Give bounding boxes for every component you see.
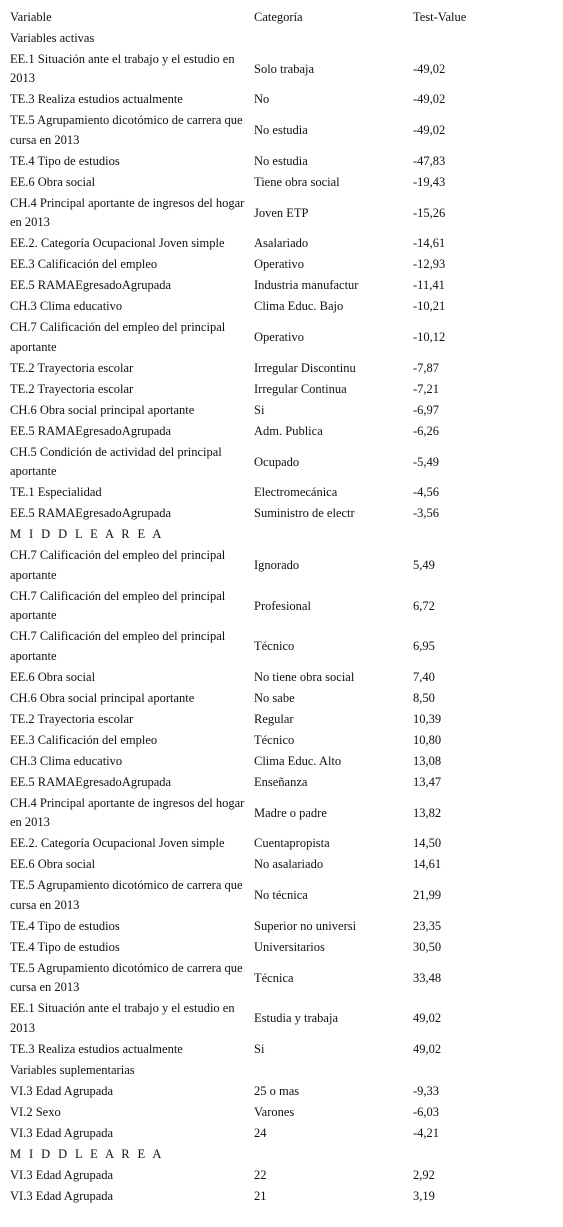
table-row [10, 49, 560, 90]
variable-cell: TE.5 Agrupamiento dicotómico de carrera que cursa en 2013 [10, 113, 243, 147]
test-value-cell: 30,50 [413, 939, 442, 954]
table-row [10, 751, 560, 772]
test-value-cell: -14,61 [413, 236, 446, 251]
test-value-cell: -49,02 [413, 61, 446, 76]
categoria-cell: 25 o mas [254, 1083, 300, 1098]
categoria-cell: Cuentapropista [254, 836, 330, 851]
table-row [10, 255, 560, 276]
test-value-cell: -7,21 [413, 381, 440, 396]
categoria-cell: Adm. Publica [254, 423, 323, 438]
test-value-cell: 7,40 [413, 669, 435, 684]
variable-cell: TE.1 Especialidad [10, 485, 102, 500]
table-row [10, 876, 560, 917]
variable-cell: CH.3 Clima educativo [10, 753, 123, 768]
variable-cell: TE.5 Agrupamiento dicotómico de carrera que cursa en 2013 [10, 960, 243, 995]
table-row [10, 1186, 560, 1207]
table-row [10, 504, 560, 525]
test-value-cell: -10,21 [413, 299, 446, 314]
test-value-cell: 14,50 [413, 836, 442, 851]
test-value-cell: 13,47 [413, 774, 442, 789]
categoria-cell: No estudia [254, 123, 308, 137]
table-row [10, 958, 560, 999]
header-variable: Variable [10, 9, 52, 24]
table-row [10, 586, 560, 627]
variable-cell: EE.1 Situación ante el trabajo y el estudio en 2013 [10, 51, 235, 86]
table-row [10, 627, 560, 668]
test-value-cell: -49,02 [413, 123, 446, 137]
middle-area-separator: M I D D L E A R E A [10, 1146, 164, 1161]
categoria-cell: Tiene obra social [254, 174, 340, 189]
variable-cell: TE.4 Tipo de estudios [10, 153, 120, 168]
categoria-cell: No tiene obra social [254, 669, 355, 684]
table-row [10, 193, 560, 234]
variable-cell: CH.6 Obra social principal aportante [10, 402, 195, 417]
categoria-cell: Solo trabaja [254, 61, 315, 76]
categoria-cell: Técnico [254, 639, 295, 653]
categoria-cell: Clima Educ. Alto [254, 753, 342, 768]
categoria-cell: Electromecánica [254, 485, 338, 500]
test-value-cell: 23,35 [413, 918, 442, 933]
variable-cell: CH.5 Condición de actividad del principal aportante [10, 444, 222, 479]
table-row [10, 1165, 560, 1186]
variable-cell: CH.3 Clima educativo [10, 299, 123, 314]
section-title: Variables suplementarias [10, 1062, 135, 1077]
table-row [10, 297, 560, 318]
test-value-cell: -47,83 [413, 153, 446, 168]
variable-cell: EE.1 Situación ante el trabajo y el estudio en 2013 [10, 1001, 235, 1035]
test-value-cell: 49,02 [413, 1041, 442, 1056]
header-row [10, 7, 560, 28]
variable-cell: TE.2 Trayectoria escolar [10, 711, 134, 726]
categoria-cell: Irregular Discontinu [254, 360, 356, 375]
categoria-cell: Ocupado [254, 454, 300, 469]
variable-cell: VI.3 Edad Agrupada [10, 1083, 114, 1098]
categoria-cell: Operativo [254, 257, 304, 272]
categoria-cell: Profesional [254, 598, 311, 613]
test-value-cell: 2,92 [413, 1167, 435, 1182]
categoria-cell: Operativo [254, 330, 304, 344]
variable-cell: EE.2. Categoría Ocupacional Joven simple [10, 236, 225, 251]
variable-cell: CH.4 Principal aportante de ingresos del hogar en 2013 [10, 195, 245, 230]
variable-cell: CH.7 Calificación del empleo del principal aportante [10, 588, 226, 623]
section-title: Variables activas [10, 30, 95, 45]
table-row [10, 151, 560, 172]
header-categoria: Categoría [254, 9, 303, 24]
table-row [10, 546, 560, 587]
test-value-table [10, 7, 560, 1207]
variable-cell: TE.3 Realiza estudios actualmente [10, 92, 183, 107]
categoria-cell: No sabe [254, 690, 295, 705]
table-row [10, 318, 560, 359]
variable-cell: CH.7 Calificación del empleo del principal aportante [10, 320, 226, 354]
variable-cell: EE.3 Calificación del empleo [10, 257, 158, 272]
test-value-cell: -4,56 [413, 485, 440, 500]
variable-cell: VI.3 Edad Agrupada [10, 1167, 114, 1182]
categoria-cell: No asalariado [254, 857, 324, 872]
categoria-cell: Si [254, 402, 265, 417]
test-value-cell: -9,33 [413, 1083, 440, 1098]
test-value-cell: 3,19 [413, 1188, 435, 1203]
categoria-cell: Joven ETP [254, 205, 309, 220]
categoria-cell: 21 [254, 1188, 267, 1203]
variable-cell: EE.3 Calificación del empleo [10, 732, 158, 747]
variable-cell: EE.6 Obra social [10, 669, 96, 684]
test-value-cell: -4,21 [413, 1125, 440, 1140]
table-row [10, 855, 560, 876]
categoria-cell: Suministro de electr [254, 506, 355, 521]
categoria-cell: Estudia y trabaja [254, 1011, 338, 1025]
test-value-cell: -6,26 [413, 423, 440, 438]
variable-cell: VI.2 Sexo [10, 1104, 61, 1119]
test-value-cell: -19,43 [413, 174, 446, 189]
categoria-cell: Enseñanza [254, 774, 308, 789]
categoria-cell: Irregular Continua [254, 381, 347, 396]
test-value-cell: -5,49 [413, 454, 440, 469]
variable-cell: TE.2 Trayectoria escolar [10, 360, 134, 375]
test-value-cell: -11,41 [413, 278, 445, 293]
table-row [10, 916, 560, 937]
variable-cell: EE.2. Categoría Ocupacional Joven simple [10, 836, 225, 851]
categoria-cell: Universitarios [254, 939, 325, 954]
table-body [10, 28, 560, 1207]
test-value-cell: -3,56 [413, 506, 440, 521]
table-row [10, 1102, 560, 1123]
variable-cell: EE.6 Obra social [10, 857, 96, 872]
table-row [10, 1081, 560, 1102]
test-value-cell: -6,97 [413, 402, 440, 417]
table-row [10, 379, 560, 400]
variable-cell: CH.6 Obra social principal aportante [10, 690, 195, 705]
test-value-cell: -12,93 [413, 257, 446, 272]
table-row [10, 688, 560, 709]
variable-cell: TE.4 Tipo de estudios [10, 918, 120, 933]
table-row [10, 667, 560, 688]
table-row [10, 709, 560, 730]
test-value-cell: 8,50 [413, 690, 435, 705]
variable-cell: EE.5 RAMAEgresadoAgrupada [10, 278, 172, 293]
categoria-cell: Ignorado [254, 558, 300, 572]
header-test-value: Test-Value [413, 9, 467, 24]
table-row [10, 400, 560, 421]
table-row [10, 234, 560, 255]
test-value-cell: 10,39 [413, 711, 442, 726]
table-row [10, 937, 560, 958]
table-row [10, 999, 560, 1040]
table-row [10, 421, 560, 442]
variable-cell: EE.5 RAMAEgresadoAgrupada [10, 774, 172, 789]
categoria-cell: Regular [254, 711, 294, 726]
test-value-cell: -15,26 [413, 205, 446, 220]
categoria-cell: Clima Educ. Bajo [254, 299, 344, 314]
table-row [10, 358, 560, 379]
variable-cell: VI.3 Edad Agrupada [10, 1188, 114, 1203]
test-value-cell: 49,02 [413, 1011, 442, 1025]
categoria-cell: Madre o padre [254, 805, 327, 820]
categoria-cell: Varones [254, 1104, 295, 1119]
middle-area-separator: M I D D L E A R E A [10, 527, 164, 542]
variable-cell: TE.2 Trayectoria escolar [10, 381, 134, 396]
test-value-cell: 21,99 [413, 888, 442, 902]
test-value-cell: -7,87 [413, 360, 440, 375]
test-value-cell: 6,95 [413, 639, 435, 653]
variable-cell: TE.4 Tipo de estudios [10, 939, 120, 954]
categoria-cell: No técnica [254, 888, 308, 902]
test-value-cell: 14,61 [413, 857, 442, 872]
variable-cell: TE.5 Agrupamiento dicotómico de carrera que cursa en 2013 [10, 878, 243, 912]
table-row [10, 90, 560, 111]
table-row [10, 772, 560, 793]
categoria-cell: Si [254, 1041, 265, 1056]
table-row [10, 442, 560, 483]
table-row [10, 483, 560, 504]
test-value-cell: 10,80 [413, 732, 442, 747]
test-value-cell: -6,03 [413, 1104, 440, 1119]
categoria-cell: Industria manufactur [254, 278, 359, 293]
categoria-cell: Técnico [254, 732, 295, 747]
test-value-cell: 13,82 [413, 805, 442, 820]
table-row [10, 793, 560, 834]
test-value-cell: 33,48 [413, 970, 442, 985]
variable-cell: CH.4 Principal aportante de ingresos del hogar en 2013 [10, 795, 245, 830]
categoria-cell: No estudia [254, 153, 308, 168]
categoria-cell: No [254, 92, 270, 107]
test-value-cell: -49,02 [413, 92, 446, 107]
test-value-cell: -10,12 [413, 330, 446, 344]
test-value-cell: 6,72 [413, 598, 435, 613]
variable-cell: CH.7 Calificación del empleo del principal aportante [10, 548, 226, 582]
test-value-cell: 13,08 [413, 753, 442, 768]
table-row [10, 1039, 560, 1060]
table-row [10, 834, 560, 855]
variable-cell: TE.3 Realiza estudios actualmente [10, 1041, 183, 1056]
categoria-cell: Asalariado [254, 236, 309, 251]
categoria-cell: Superior no universi [254, 918, 357, 933]
variable-cell: EE.5 RAMAEgresadoAgrupada [10, 506, 172, 521]
variable-cell: EE.5 RAMAEgresadoAgrupada [10, 423, 172, 438]
variable-cell: CH.7 Calificación del empleo del principal aportante [10, 629, 226, 663]
categoria-cell: Técnica [254, 970, 294, 985]
variable-cell: EE.6 Obra social [10, 174, 96, 189]
table-row [10, 172, 560, 193]
table-row [10, 730, 560, 751]
table-row [10, 1123, 560, 1144]
test-value-cell: 5,49 [413, 558, 435, 572]
categoria-cell: 24 [254, 1125, 267, 1140]
variable-cell: VI.3 Edad Agrupada [10, 1125, 114, 1140]
table-row [10, 111, 560, 152]
table-row [10, 276, 560, 297]
categoria-cell: 22 [254, 1167, 267, 1182]
